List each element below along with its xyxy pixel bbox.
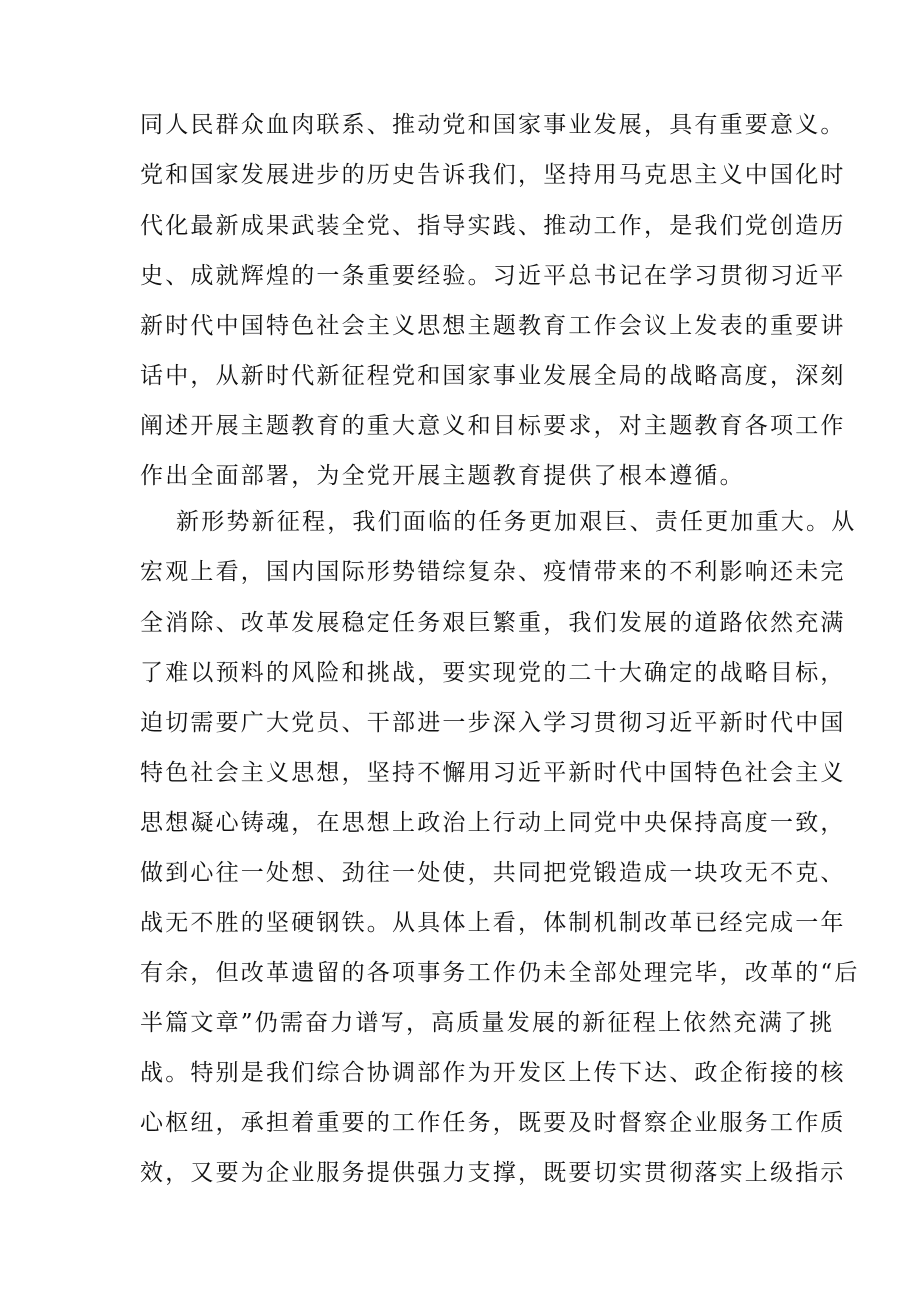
paragraph-line: 迫切需要广大党员、干部进一步深入学习贯彻习近平新时代中国 <box>140 710 846 736</box>
paragraph-line: 党和国家发展进步的历史告诉我们，坚持用马克思主义中国化时 <box>140 162 846 188</box>
paragraph-line: 战。特别是我们综合协调部作为开发区上传下达、政企衔接的核 <box>140 1060 846 1086</box>
paragraph-line: 战无不胜的坚硬钢铁。从具体上看，体制机制改革已经完成一年 <box>140 910 846 936</box>
paragraph-line: 全消除、改革发展稳定任务艰巨繁重，我们发展的道路依然充满 <box>140 610 846 636</box>
paragraph-line: 效，又要为企业服务提供强力支撑，既要切实贯彻落实上级指示 <box>140 1160 846 1186</box>
paragraph-line: 阐述开展主题教育的重大意义和目标要求，对主题教育各项工作 <box>140 413 846 439</box>
paragraph-line: 了难以预料的风险和挑战，要实现党的二十大确定的战略目标， <box>140 660 846 686</box>
paragraph-line: 心枢纽，承担着重要的工作任务，既要及时督察企业服务工作质 <box>140 1110 846 1136</box>
paragraph-line: 特色社会主义思想，坚持不懈用习近平新时代中国特色社会主义 <box>140 760 846 786</box>
paragraph-line: 有余，但改革遗留的各项事务工作仍未全部处理完毕，改革的“后 <box>140 960 860 986</box>
paragraph-line: 代化最新成果武装全党、指导实践、推动工作，是我们党创造历 <box>140 213 846 239</box>
paragraph-line: 思想凝心铸魂，在思想上政治上行动上同党中央保持高度一致， <box>140 810 846 836</box>
paragraph-line: 新形势新征程，我们面临的任务更加艰巨、责任更加重大。从 <box>176 509 857 535</box>
paragraph-line: 作出全面部署，为全党开展主题教育提供了根本遵循。 <box>140 463 745 489</box>
paragraph-line: 宏观上看，国内国际形势错综复杂、疫情带来的不利影响还未完 <box>140 559 846 585</box>
paragraph-line: 半篇文章”仍需奋力谱写，高质量发展的新征程上依然充满了挑 <box>140 1010 835 1036</box>
paragraph-line: 话中，从新时代新征程党和国家事业发展全局的战略高度，深刻 <box>140 363 846 389</box>
paragraph-line: 同人民群众血肉联系、推动党和国家事业发展，具有重要意义。 <box>140 112 846 138</box>
paragraph-line: 做到心往一处想、劲往一处使，共同把党锻造成一块攻无不克、 <box>140 860 846 886</box>
paragraph-line: 新时代中国特色社会主义思想主题教育工作会议上发表的重要讲 <box>140 313 846 339</box>
paragraph-line: 史、成就辉煌的一条重要经验。习近平总书记在学习贯彻习近平 <box>140 263 846 289</box>
